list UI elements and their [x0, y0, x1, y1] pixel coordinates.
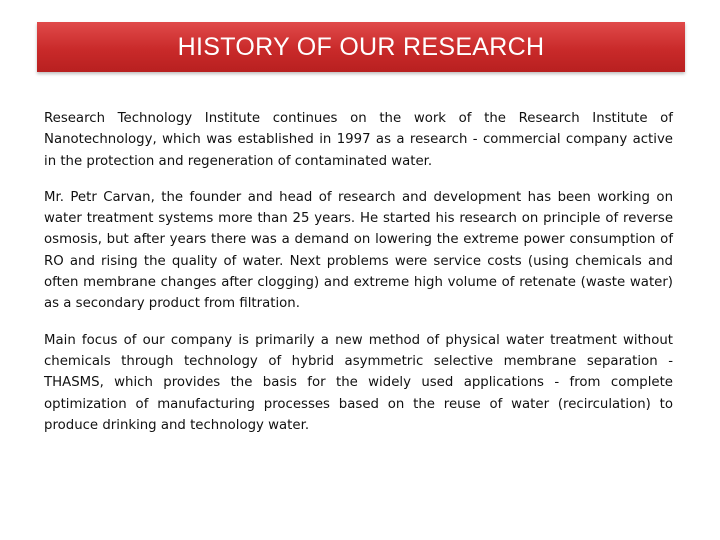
body-text — [44, 108, 673, 436]
paragraph-founder: Mr. Petr Carvan, the founder and head of research and development has been working on water treatment systems more than 25 years. He started his research on principle of reverse osmosis, but after years there was a demand on lowering the extreme power consumption of RO and rising the quality of water. Next problems were service costs (using chemicals and often membrane changes after clogging) and extreme high volume of retenate (waste water) as a secondary product from filtration. — [44, 189, 673, 312]
paragraph-history: Research Technology Institute continues on the work of the Research Institute of Nanotechnology, which was established in 1997 as a research - commercial company active in the protection and regeneration of contaminated water. — [44, 111, 673, 169]
title-banner — [37, 22, 685, 72]
page-title: HISTORY OF OUR RESEARCH — [177, 32, 545, 61]
paragraph-focus: Main focus of our company is primarily a new method of physical water treatment without chemicals through technology of hybrid asymmetric selective membrane separation - THASMS, which provides the basis for the widely used applications - from complete optimization of manufacturing processes based on the reuse of water (recirculation) to produce drinking and technology water. — [44, 332, 673, 433]
